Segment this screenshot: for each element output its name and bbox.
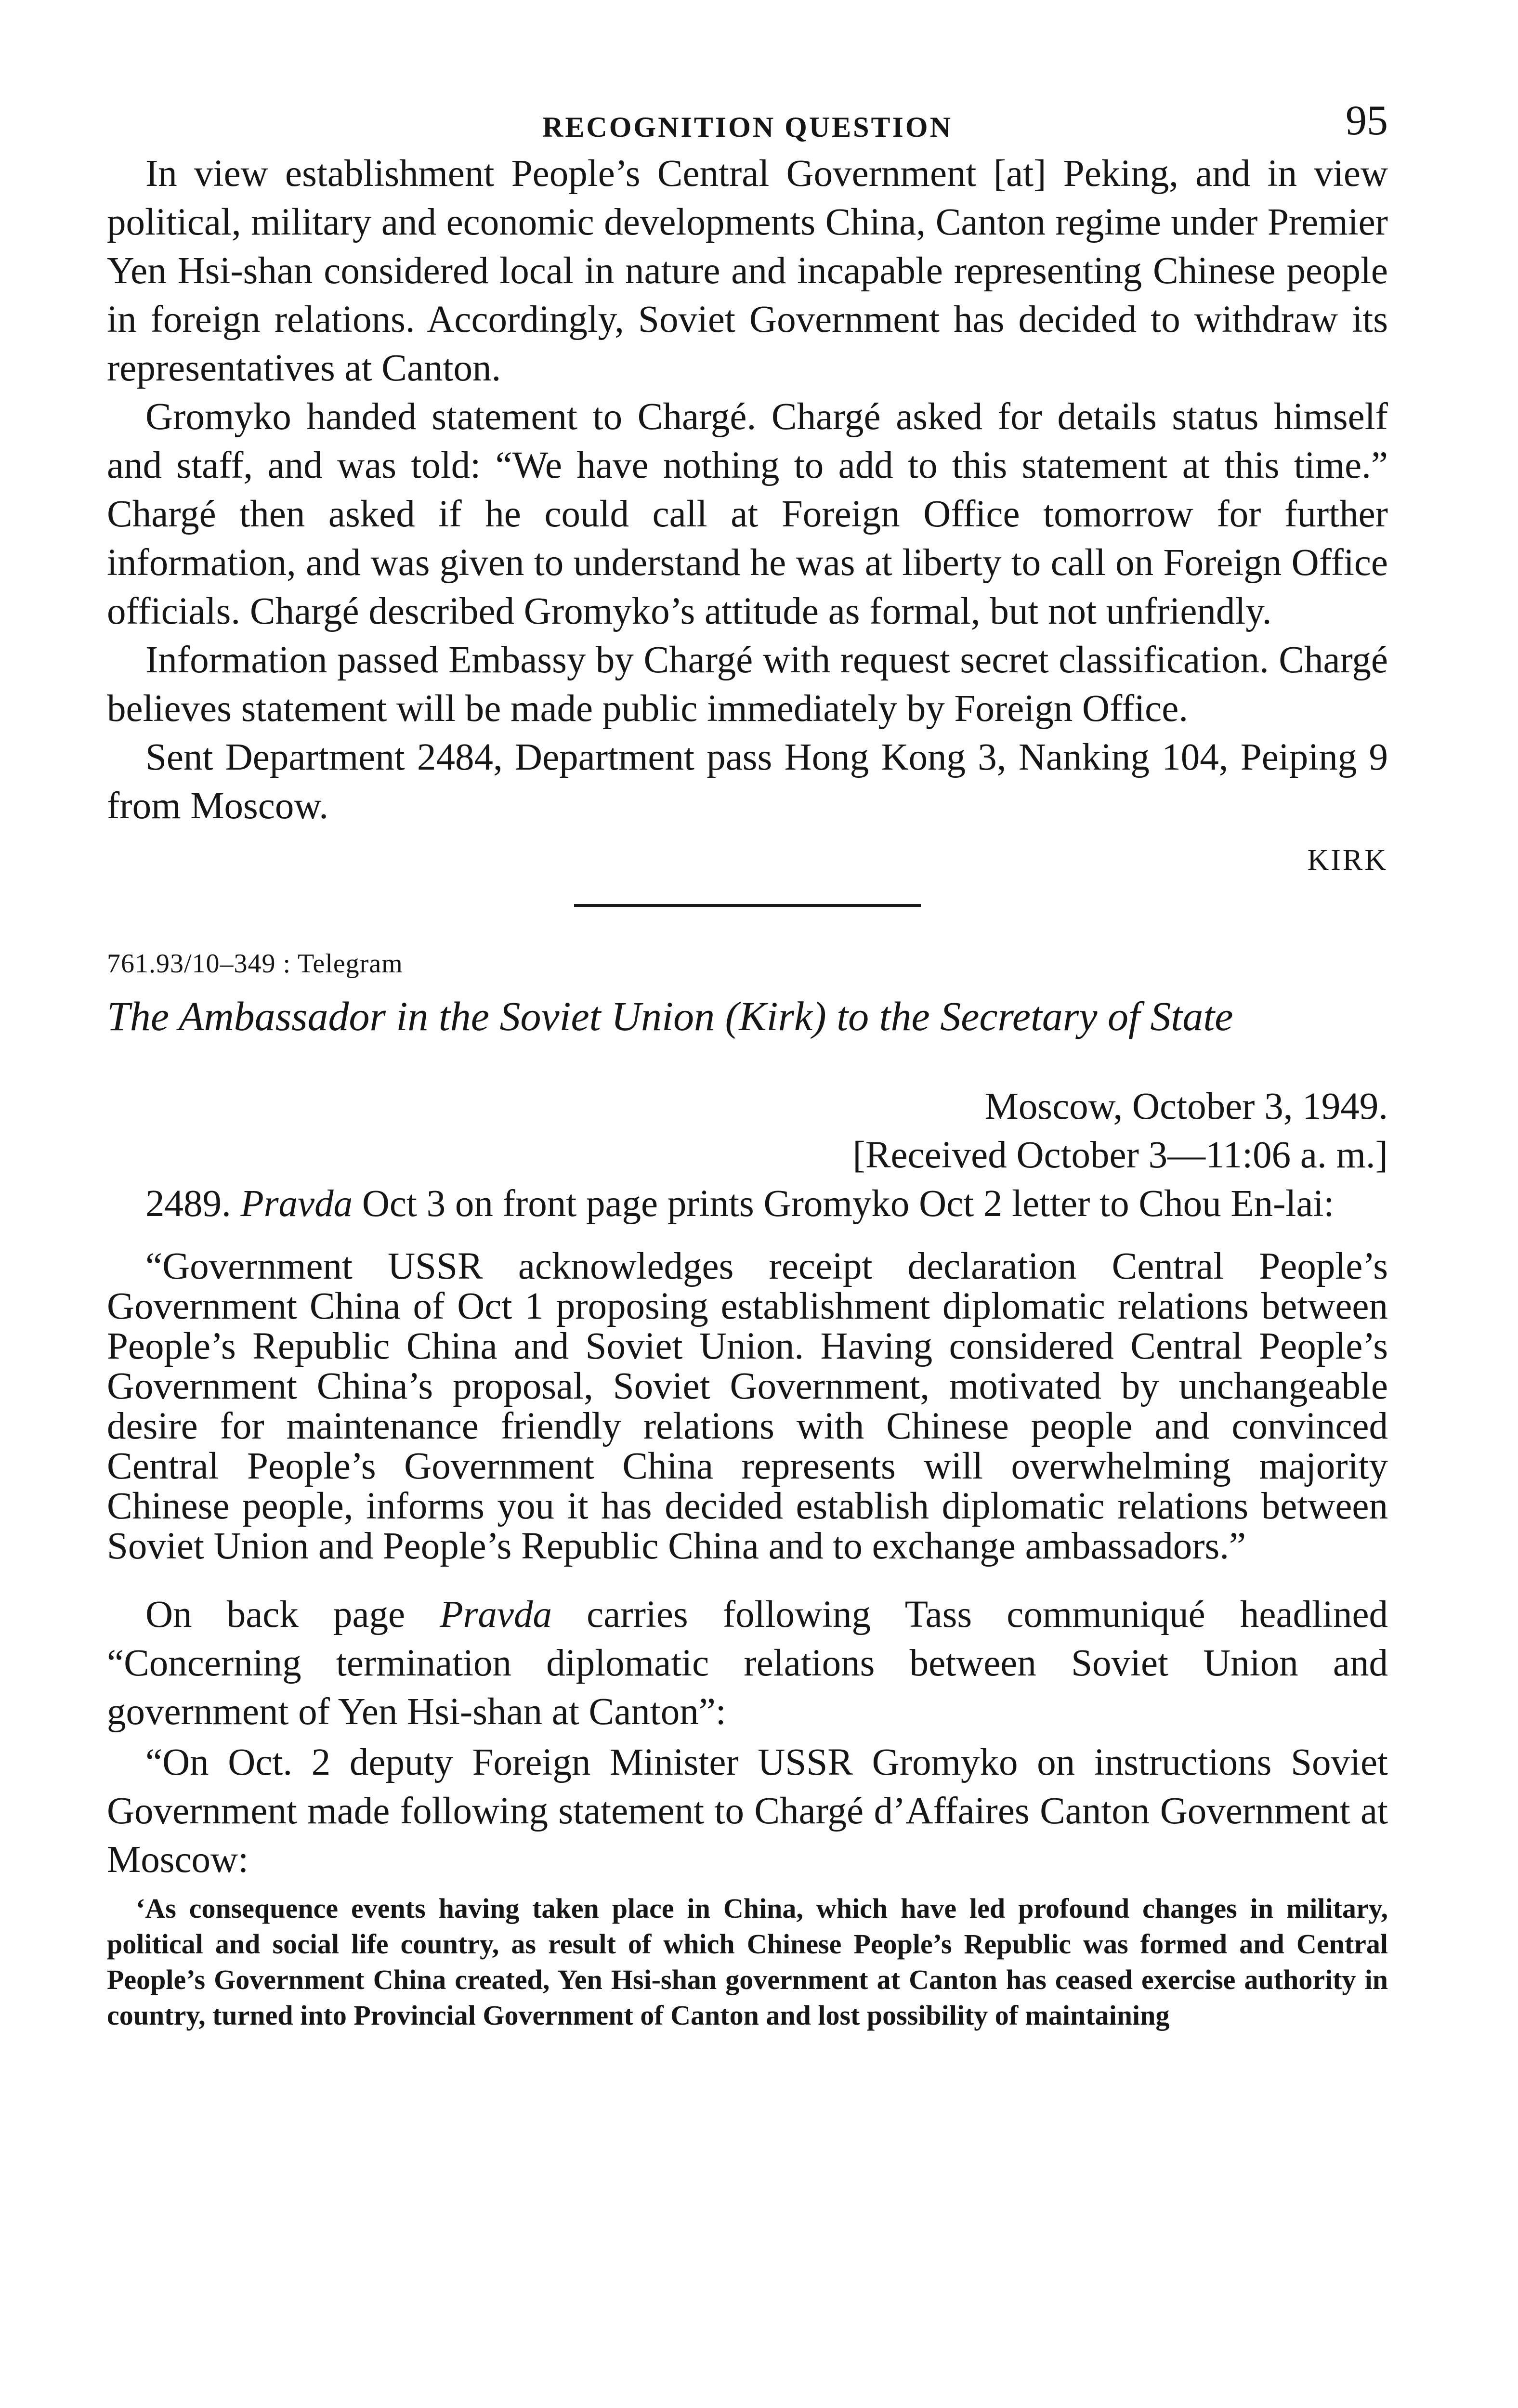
- file-number: 761.93/10–349 : Telegram: [107, 949, 403, 979]
- paragraph-information-passed: Information passed Embassy by Chargé with request secret classification. Chargé believes statement will be made public immediately by Foreign Office.: [107, 639, 1388, 730]
- pravda-intro-text: Oct 3 on front page prints Gromyko Oct 2 letter to Chou En-lai:: [362, 1183, 1335, 1225]
- received-line: [Received October 3—11:06 a. m.]: [852, 1134, 1388, 1176]
- quoted-gromyko-letter: “Government USSR acknowledges receipt declaration Central People’s Government China of Oct 1 proposing establishment diplomatic relations between People’s Republic China and Soviet Union. Having considered Central People’s Government China’s proposal, Soviet Government, motivated by unchangeable desire for maintenance friendly relations with Chinese people and convinced Central People’s Government China represents will overwhelming majority Chinese people, informs you it has decided establish diplomatic relations between Soviet Union and People’s Republic China and to exchange ambassadors.”: [107, 1245, 1388, 1567]
- paragraph-canton-regime: In view establishment People’s Central Government [at] Peking, and in view political, military and economic developments China, Canton regime under Premier Yen Hsi-shan considered local in nature and incapable representing Chinese people in foreign relations. Accordingly, Soviet Government has decided to withdraw its representatives at Canton.: [107, 153, 1388, 389]
- signature-kirk: KIRK: [1307, 844, 1388, 877]
- page-number: 95: [1346, 97, 1388, 144]
- paragraph-sent-department: Sent Department 2484, Department pass Hong Kong 3, Nanking 104, Peiping 9 from Moscow.: [107, 736, 1388, 827]
- back-page-text: carries following Tass communiqué headlined “Concerning termination diplomatic relations between Soviet Union and government of Yen Hsi-shan at Canton”:: [107, 1594, 1388, 1733]
- document-page: [107, 96, 1388, 2033]
- dateline: Moscow, October 3, 1949.: [984, 1086, 1388, 1127]
- section-divider: [574, 904, 921, 907]
- telegram-number: 2489.: [145, 1183, 231, 1225]
- document-heading: The Ambassador in the Soviet Union (Kirk) to the Secretary of State: [107, 993, 1233, 1039]
- running-title: RECOGNITION QUESTION: [542, 111, 953, 143]
- paragraph-pravda-intro: [107, 1179, 1388, 1228]
- paragraph-tass-communique: “On Oct. 2 deputy Foreign Minister USSR Gromyko on instructions Soviet Government made following statement to Chargé d’Affaires Canton Government at Moscow:: [107, 1741, 1388, 1881]
- paragraph-back-page: [107, 1590, 1388, 1736]
- pravda-name-2: Pravda: [440, 1594, 552, 1636]
- inner-statement-small-print: ‘As consequence events having taken place in China, which have led profound changes in military, political and social life country, as result of which Chinese People’s Republic was formed and Central People’s Government China created, Yen Hsi-shan government at Canton has ceased exercise authority in country, turned into Provincial Government of Canton and lost possibility of maintaining: [107, 1893, 1388, 2031]
- running-header: [107, 96, 1388, 149]
- pravda-name: Pravda: [240, 1183, 353, 1225]
- paragraph-gromyko-statement: Gromyko handed statement to Chargé. Chargé asked for details status himself and staff, and was told: “We have nothing to add to this statement at this time.” Chargé then asked if he could call at Foreign Office tomorrow for further information, and was given to understand he was at liberty to call on Foreign Office officials. Chargé described Gromyko’s attitude as formal, but not unfriendly.: [107, 396, 1388, 632]
- back-page-lead: On back page: [145, 1594, 406, 1636]
